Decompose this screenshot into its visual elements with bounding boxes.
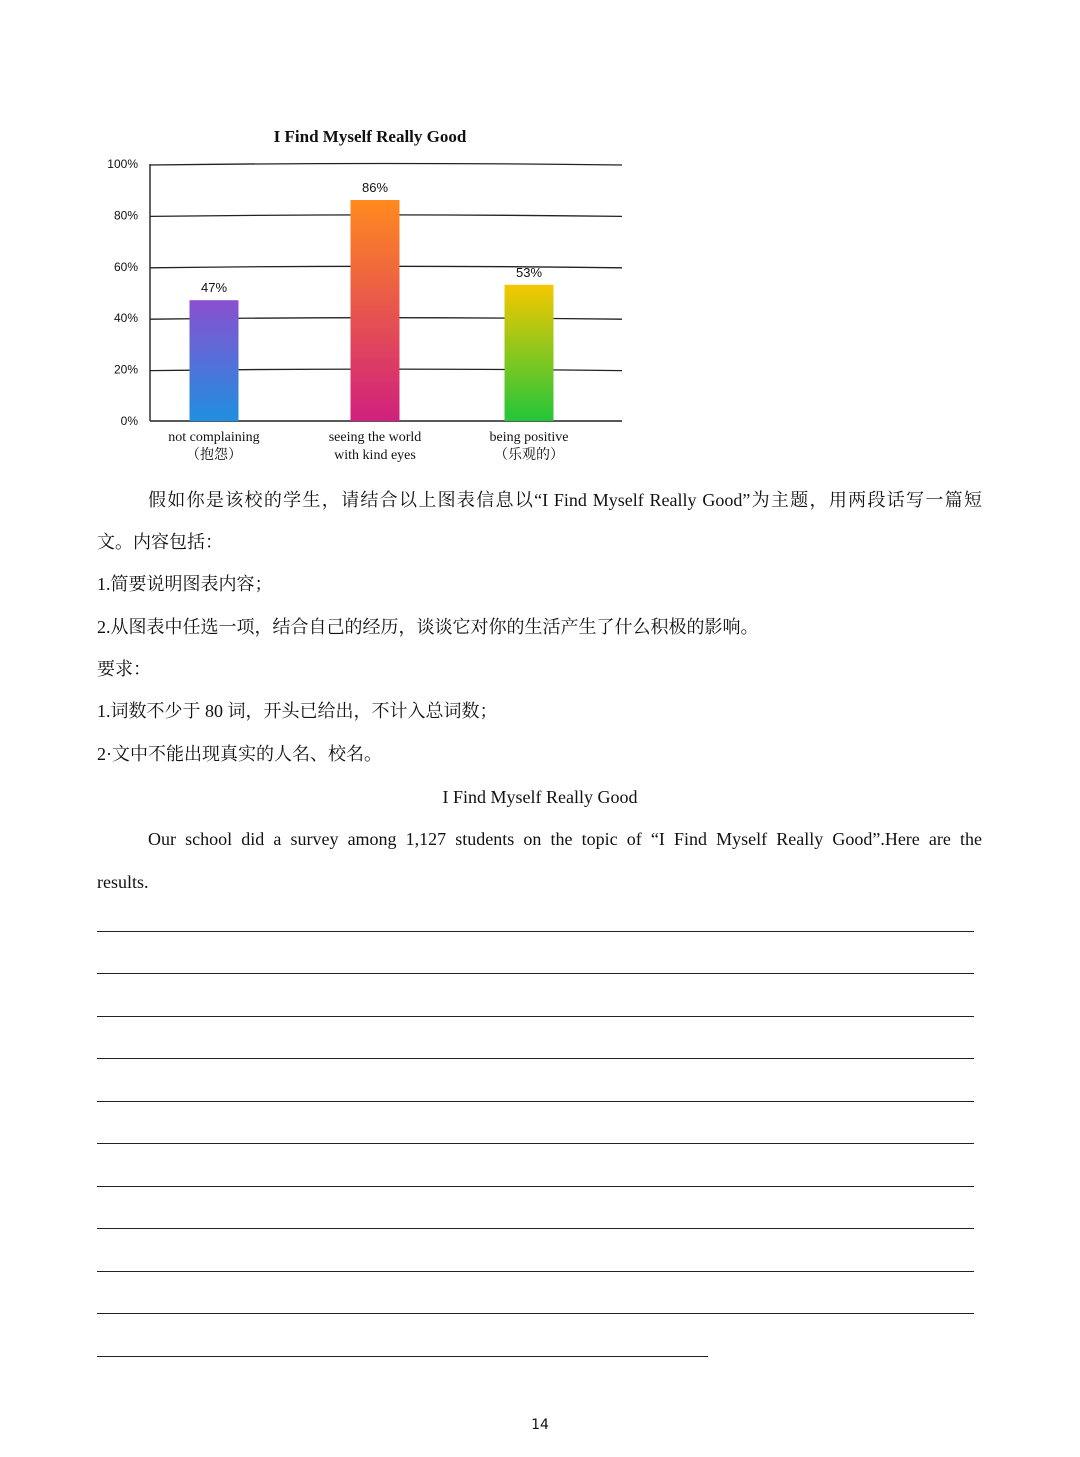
x-category-label: （乐观的）	[494, 448, 564, 463]
writing-line[interactable]	[97, 973, 974, 974]
bar-value-label: 86%	[361, 179, 389, 195]
essay-opening-line2: results.	[97, 872, 149, 892]
instruction-intro-line2: 文。内容包括：	[97, 532, 223, 552]
x-category-labels	[168, 430, 568, 463]
bar	[351, 200, 400, 421]
instruction-point-2: 2.从图表中任选一项，结合自己的经历，谈谈它对你的生活产生了什么积极的影响。	[97, 617, 759, 637]
bar	[505, 285, 554, 421]
writing-line[interactable]	[97, 1228, 974, 1229]
essay-title: I Find Myself Really Good	[442, 787, 638, 807]
y-tick-label: 60%	[113, 259, 138, 274]
x-category-label: （抱怨）	[186, 448, 242, 463]
chart-bars	[190, 200, 554, 421]
y-tick-label: 0%	[120, 414, 138, 428]
y-tick-label: 80%	[113, 208, 138, 223]
y-tick-label: 100%	[107, 157, 138, 171]
writing-line[interactable]	[97, 1143, 974, 1144]
y-tick-label: 20%	[113, 362, 138, 377]
chart-svg	[98, 124, 630, 469]
y-tick-label: 40%	[113, 311, 138, 326]
writing-line[interactable]	[97, 1016, 974, 1017]
writing-line[interactable]	[97, 1186, 974, 1187]
writing-line[interactable]	[97, 1058, 974, 1059]
instruction-point-1: 1.简要说明图表内容；	[97, 574, 273, 594]
x-category-label: seeing the world	[328, 430, 422, 445]
gridline	[150, 164, 622, 166]
writing-line[interactable]	[97, 1313, 974, 1314]
requirement-2: 2·文中不能出现真实的人名、校名。	[97, 744, 382, 764]
bar-value-label: 47%	[200, 280, 228, 296]
instruction-intro-line1: 假如你是该校的学生，请结合以上图表信息以“I Find Myself Really Good”为主题，用两段话写一篇短	[148, 490, 982, 510]
x-category-label: with kind eyes	[334, 448, 416, 463]
essay-opening-line1: Our school did a survey among 1,127 students on the topic of “I Find Myself Really Good”.Here are the	[148, 829, 982, 849]
bar-value-label: 53%	[515, 264, 543, 280]
writing-line[interactable]	[97, 1101, 974, 1102]
x-category-label: not complaining	[168, 430, 260, 445]
requirements-label: 要求：	[97, 659, 151, 679]
page-number: 14	[531, 1417, 549, 1433]
chart-title: I Find Myself Really Good	[273, 127, 467, 146]
y-tick-labels	[107, 157, 138, 428]
x-category-label: being positive	[489, 430, 569, 445]
bar	[190, 300, 239, 421]
survey-bar-chart	[98, 124, 630, 469]
writing-line[interactable]	[97, 931, 974, 932]
requirement-1: 1.词数不少于 80 词，开头已给出，不计入总词数；	[97, 701, 498, 721]
writing-line[interactable]	[97, 1271, 974, 1272]
writing-line-last[interactable]	[97, 1356, 708, 1357]
